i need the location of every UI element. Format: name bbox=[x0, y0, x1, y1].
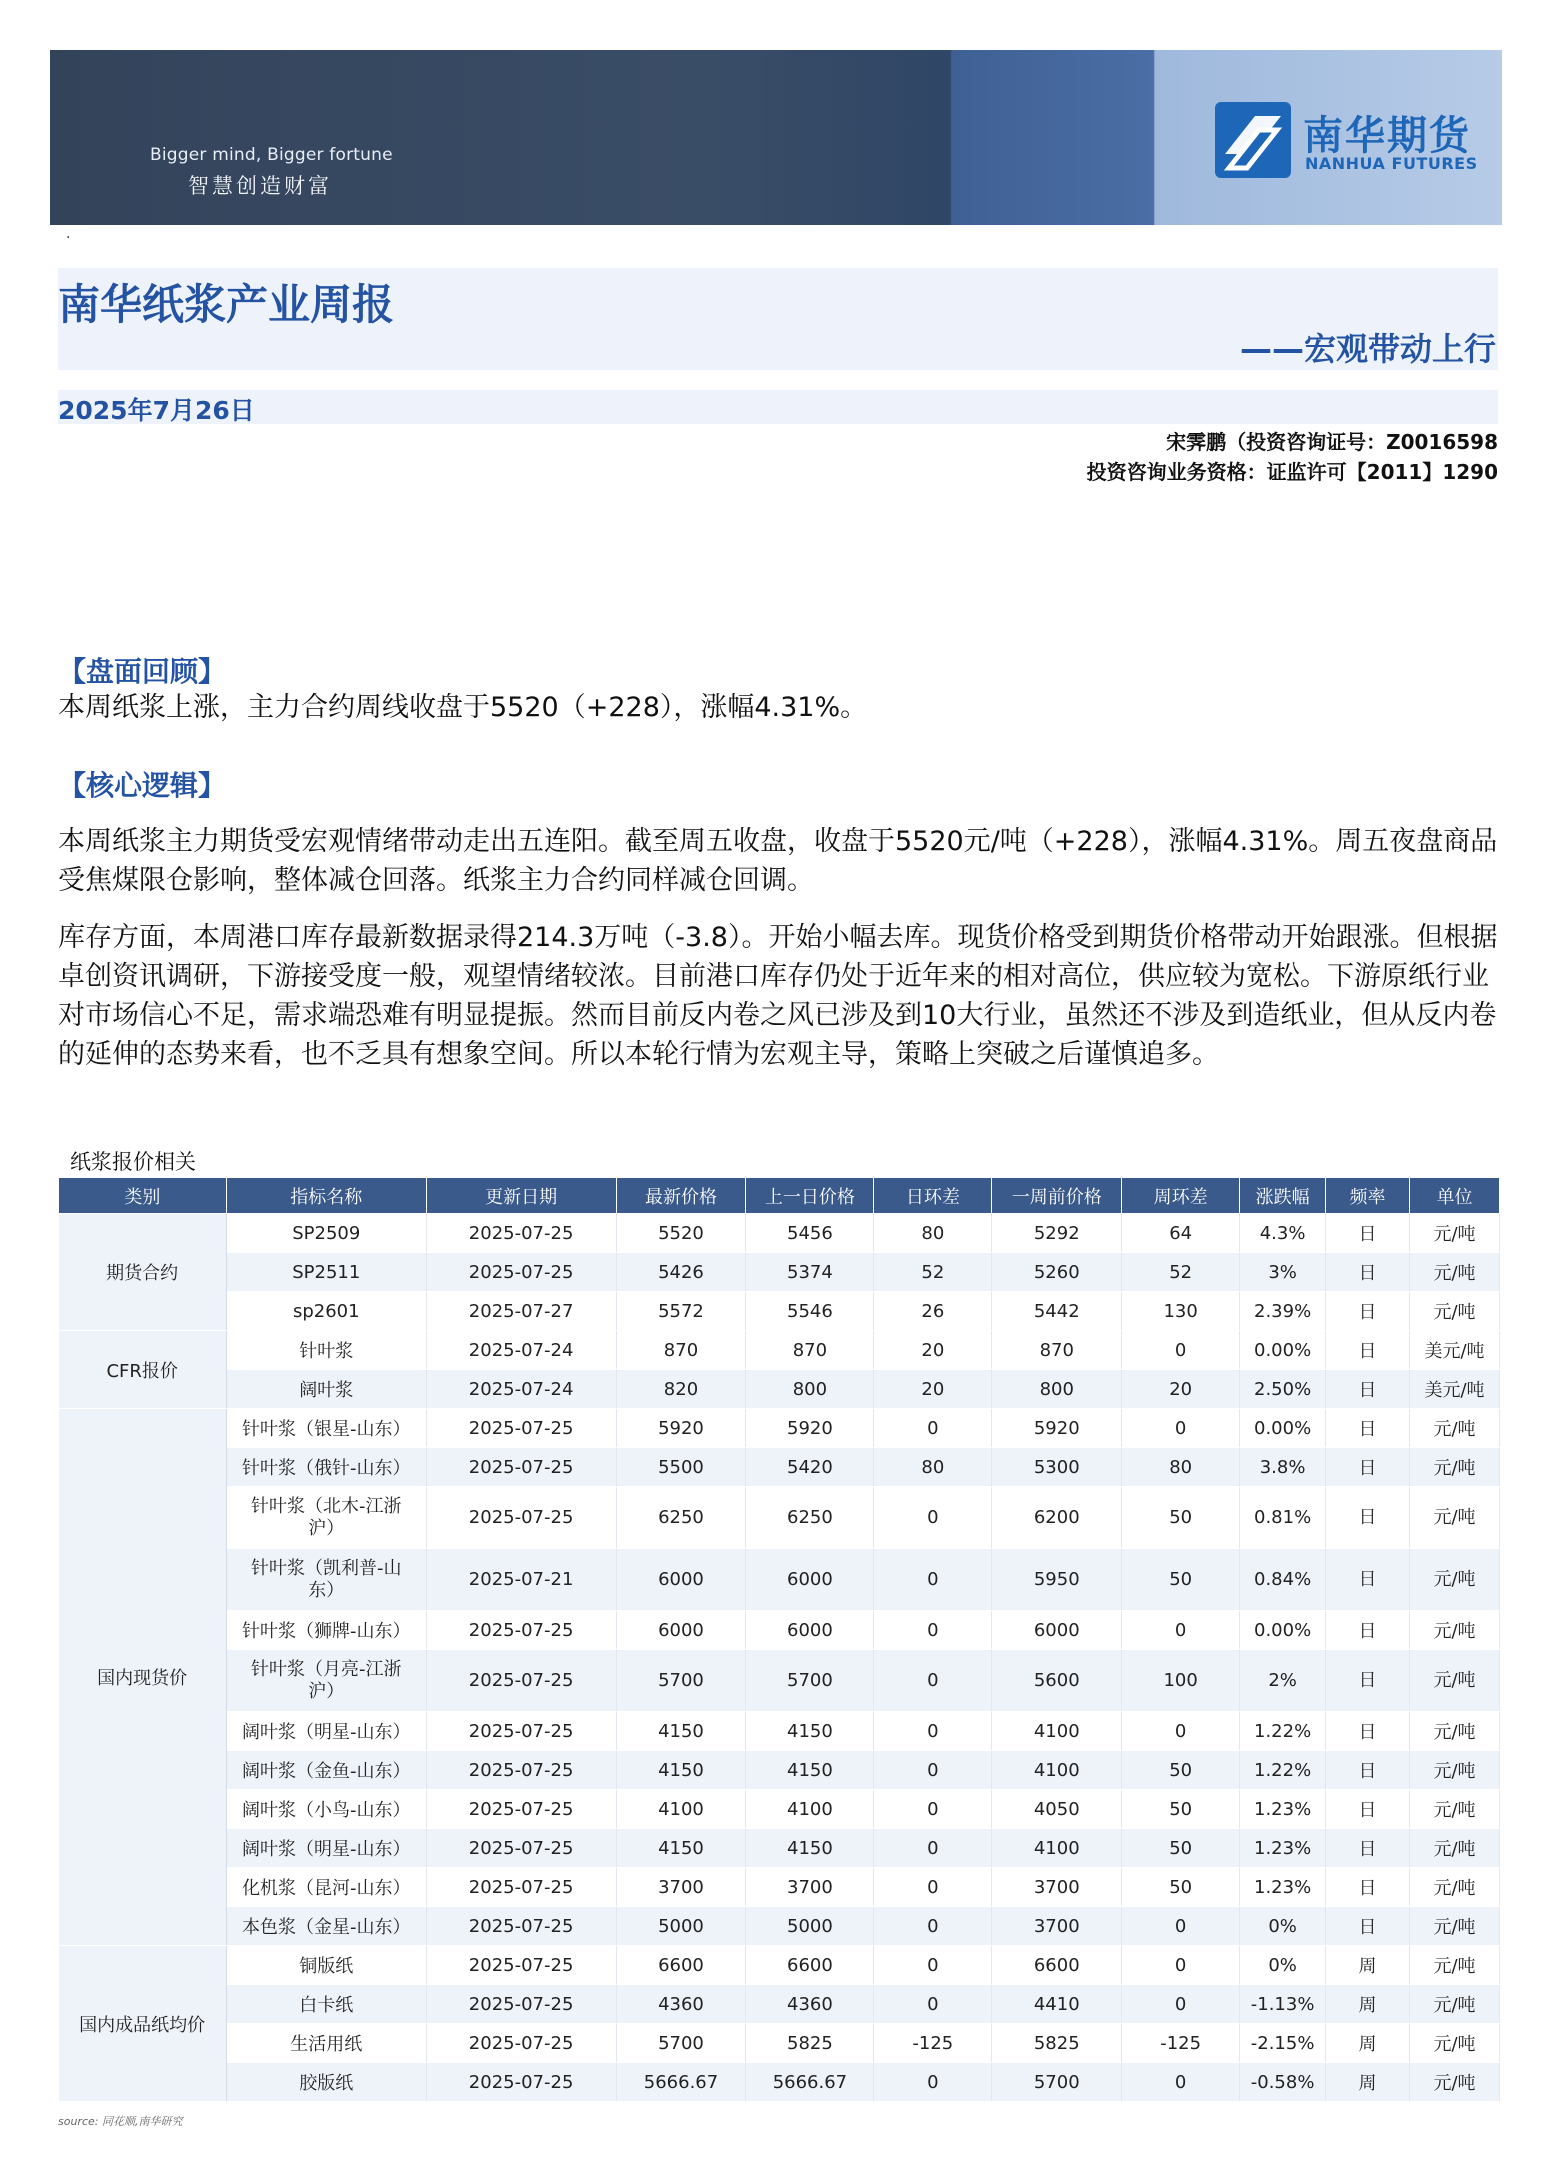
table-cell: SP2511 bbox=[226, 1253, 426, 1292]
table-cell: 日 bbox=[1326, 1214, 1410, 1253]
table-cell: 2025-07-25 bbox=[426, 1790, 616, 1829]
nanhua-logo-icon bbox=[1215, 102, 1291, 178]
table-cell: 元/吨 bbox=[1410, 1751, 1500, 1790]
table-cell: 3700 bbox=[992, 1868, 1122, 1907]
table-cell: -1.13% bbox=[1240, 1985, 1326, 2024]
table-cell: 52 bbox=[1122, 1253, 1240, 1292]
table-cell: 5374 bbox=[746, 1253, 874, 1292]
table-cell: 针叶浆 bbox=[226, 1331, 426, 1370]
table-cell: 2025-07-25 bbox=[426, 1214, 616, 1253]
table-row bbox=[59, 1487, 1500, 1549]
table-cell: 阔叶浆（明星-山东） bbox=[226, 1712, 426, 1751]
table-cell: 0 bbox=[1122, 1712, 1240, 1751]
table-cell: 2.39% bbox=[1240, 1292, 1326, 1331]
table-cell: 2025-07-25 bbox=[426, 1253, 616, 1292]
category-cell: 国内成品纸均价 bbox=[59, 1946, 227, 2102]
table-cell: 100 bbox=[1122, 1650, 1240, 1712]
table-row bbox=[59, 1448, 1500, 1487]
table-cell: 周 bbox=[1326, 2024, 1410, 2063]
table-cell: 5700 bbox=[992, 2063, 1122, 2102]
table-cell: 4150 bbox=[746, 1712, 874, 1751]
table-cell: 元/吨 bbox=[1410, 1549, 1500, 1611]
table-cell: 2025-07-25 bbox=[426, 1409, 616, 1448]
table-cell: 4360 bbox=[616, 1985, 746, 2024]
table-cell: 6600 bbox=[746, 1946, 874, 1985]
table-cell: 50 bbox=[1122, 1549, 1240, 1611]
table-row bbox=[59, 1292, 1500, 1331]
table-cell: 6250 bbox=[746, 1487, 874, 1549]
report-date: 2025年7月26日 bbox=[58, 396, 255, 425]
source-note: source: 同花顺,南华研究 bbox=[58, 2115, 183, 2128]
bullet-dot: · bbox=[66, 230, 71, 246]
table-row bbox=[59, 2063, 1500, 2102]
table-cell: 0.00% bbox=[1240, 1611, 1326, 1650]
table-cell: 日 bbox=[1326, 1907, 1410, 1946]
table-cell: 针叶浆（银星-山东） bbox=[226, 1409, 426, 1448]
table-cell: 日 bbox=[1326, 1292, 1410, 1331]
category-cell: CFR报价 bbox=[59, 1331, 227, 1409]
table-cell: 6000 bbox=[616, 1611, 746, 1650]
table-cell: 2025-07-25 bbox=[426, 1946, 616, 1985]
column-header: 一周前价格 bbox=[992, 1178, 1122, 1214]
table-cell: 1.23% bbox=[1240, 1790, 1326, 1829]
table-cell: 日 bbox=[1326, 1868, 1410, 1907]
table-cell: 元/吨 bbox=[1410, 1448, 1500, 1487]
table-cell: 5260 bbox=[992, 1253, 1122, 1292]
table-cell: 5666.67 bbox=[746, 2063, 874, 2102]
table-cell: 日 bbox=[1326, 1370, 1410, 1409]
table-cell: 2025-07-25 bbox=[426, 1985, 616, 2024]
table-cell: 1.23% bbox=[1240, 1868, 1326, 1907]
table-cell: 针叶浆（月亮-江浙沪） bbox=[226, 1650, 426, 1712]
table-cell: 2.50% bbox=[1240, 1370, 1326, 1409]
report-title: 南华纸浆产业周报 bbox=[58, 280, 395, 329]
table-cell: 4050 bbox=[992, 1790, 1122, 1829]
table-row bbox=[59, 1829, 1500, 1868]
table-cell: 周 bbox=[1326, 1985, 1410, 2024]
table-cell: 3.8% bbox=[1240, 1448, 1326, 1487]
table-cell: 5920 bbox=[746, 1409, 874, 1448]
table-cell: 20 bbox=[874, 1331, 992, 1370]
table-cell: 2% bbox=[1240, 1650, 1326, 1712]
table-cell: 50 bbox=[1122, 1487, 1240, 1549]
table-cell: 2025-07-25 bbox=[426, 2024, 616, 2063]
table-cell: 周 bbox=[1326, 1946, 1410, 1985]
table-cell: 1.22% bbox=[1240, 1751, 1326, 1790]
table-row bbox=[59, 1907, 1500, 1946]
table-cell: 3700 bbox=[746, 1868, 874, 1907]
table-cell: 52 bbox=[874, 1253, 992, 1292]
table-row bbox=[59, 1751, 1500, 1790]
table-cell: 130 bbox=[1122, 1292, 1240, 1331]
table-cell: 0 bbox=[874, 1409, 992, 1448]
table-cell: 5825 bbox=[746, 2024, 874, 2063]
table-cell: 5000 bbox=[746, 1907, 874, 1946]
table-cell: 铜版纸 bbox=[226, 1946, 426, 1985]
table-cell: 5520 bbox=[616, 1214, 746, 1253]
price-table bbox=[58, 1177, 1500, 2102]
table-cell: 针叶浆（狮牌-山东） bbox=[226, 1611, 426, 1650]
table-cell: 阔叶浆 bbox=[226, 1370, 426, 1409]
table-cell: 5666.67 bbox=[616, 2063, 746, 2102]
table-cell: 4100 bbox=[992, 1829, 1122, 1868]
table-cell: 50 bbox=[1122, 1868, 1240, 1907]
table-cell: 元/吨 bbox=[1410, 1253, 1500, 1292]
table-cell: 4150 bbox=[746, 1829, 874, 1868]
table-row bbox=[59, 1370, 1500, 1409]
category-cell: 国内现货价 bbox=[59, 1409, 227, 1946]
table-cell: -125 bbox=[874, 2024, 992, 2063]
table-cell: 日 bbox=[1326, 1487, 1410, 1549]
table-cell: 胶版纸 bbox=[226, 2063, 426, 2102]
table-cell: 5000 bbox=[616, 1907, 746, 1946]
table-cell: 4360 bbox=[746, 1985, 874, 2024]
table-cell: 4.3% bbox=[1240, 1214, 1326, 1253]
category-cell: 期货合约 bbox=[59, 1214, 227, 1331]
section-head-review: 【盘面回顾】 bbox=[58, 655, 227, 688]
table-cell: 2025-07-21 bbox=[426, 1549, 616, 1611]
table-cell: 0 bbox=[874, 1712, 992, 1751]
table-cell: 870 bbox=[616, 1331, 746, 1370]
table-cell: 0 bbox=[874, 1549, 992, 1611]
table-row bbox=[59, 1331, 1500, 1370]
table-cell: SP2509 bbox=[226, 1214, 426, 1253]
table-cell: 6000 bbox=[616, 1549, 746, 1611]
table-cell: 0 bbox=[1122, 1907, 1240, 1946]
table-cell: 800 bbox=[746, 1370, 874, 1409]
table-cell: 6600 bbox=[616, 1946, 746, 1985]
table-cell: 2025-07-24 bbox=[426, 1331, 616, 1370]
table-cell: 0 bbox=[874, 1751, 992, 1790]
table-cell: 0 bbox=[1122, 2063, 1240, 2102]
table-cell: 白卡纸 bbox=[226, 1985, 426, 2024]
table-cell: 0 bbox=[1122, 1409, 1240, 1448]
column-header: 类别 bbox=[59, 1178, 227, 1214]
column-header: 指标名称 bbox=[226, 1178, 426, 1214]
table-cell: 化机浆（昆河-山东） bbox=[226, 1868, 426, 1907]
table-cell: 80 bbox=[1122, 1448, 1240, 1487]
table-cell: 阔叶浆（明星-山东） bbox=[226, 1829, 426, 1868]
table-cell: 0.00% bbox=[1240, 1331, 1326, 1370]
table-cell: -0.58% bbox=[1240, 2063, 1326, 2102]
column-header: 单位 bbox=[1410, 1178, 1500, 1214]
license-line: 投资咨询业务资格：证监许可【2011】1290 bbox=[1086, 460, 1498, 484]
table-cell: 50 bbox=[1122, 1790, 1240, 1829]
table-cell: 元/吨 bbox=[1410, 1650, 1500, 1712]
table-row bbox=[59, 1611, 1500, 1650]
table-cell: 5420 bbox=[746, 1448, 874, 1487]
table-row bbox=[59, 1790, 1500, 1829]
column-header: 频率 bbox=[1326, 1178, 1410, 1214]
table-cell: 5546 bbox=[746, 1292, 874, 1331]
table-cell: 元/吨 bbox=[1410, 1790, 1500, 1829]
table-cell: 2025-07-25 bbox=[426, 1650, 616, 1712]
table-cell: 元/吨 bbox=[1410, 1409, 1500, 1448]
table-cell: 26 bbox=[874, 1292, 992, 1331]
table-cell: 6200 bbox=[992, 1487, 1122, 1549]
table-cell: 0 bbox=[874, 1907, 992, 1946]
column-header: 日环差 bbox=[874, 1178, 992, 1214]
table-cell: 针叶浆（凯利普-山东） bbox=[226, 1549, 426, 1611]
table-cell: 5442 bbox=[992, 1292, 1122, 1331]
table-cell: 6000 bbox=[992, 1611, 1122, 1650]
table-body bbox=[59, 1214, 1500, 2102]
table-cell: 日 bbox=[1326, 1331, 1410, 1370]
table-cell: 日 bbox=[1326, 1448, 1410, 1487]
table-cell: 2025-07-25 bbox=[426, 1829, 616, 1868]
table-cell: 3700 bbox=[616, 1868, 746, 1907]
table-cell: 2025-07-25 bbox=[426, 2063, 616, 2102]
column-header: 最新价格 bbox=[616, 1178, 746, 1214]
author-line: 宋霁鹏（投资咨询证号：Z0016598 bbox=[1166, 430, 1498, 454]
table-cell: 5426 bbox=[616, 1253, 746, 1292]
table-row bbox=[59, 1712, 1500, 1751]
table-cell: 针叶浆（北木-江浙沪） bbox=[226, 1487, 426, 1549]
column-header: 更新日期 bbox=[426, 1178, 616, 1214]
header-banner bbox=[50, 50, 1502, 225]
table-row bbox=[59, 1946, 1500, 1985]
table-cell: 870 bbox=[992, 1331, 1122, 1370]
table-cell: 4100 bbox=[616, 1790, 746, 1829]
table-cell: 4100 bbox=[746, 1790, 874, 1829]
table-cell: 20 bbox=[874, 1370, 992, 1409]
table-cell: 820 bbox=[616, 1370, 746, 1409]
table-cell: 5600 bbox=[992, 1650, 1122, 1712]
table-cell: 5825 bbox=[992, 2024, 1122, 2063]
table-cell: 0 bbox=[1122, 1611, 1240, 1650]
table-cell: 日 bbox=[1326, 1650, 1410, 1712]
table-cell: 0 bbox=[874, 1946, 992, 1985]
table-cell: 870 bbox=[746, 1331, 874, 1370]
table-cell: 2025-07-25 bbox=[426, 1907, 616, 1946]
table-cell: 20 bbox=[1122, 1370, 1240, 1409]
logic-paragraph-2: 库存方面，本周港口库存最新数据录得214.3万吨（-3.8）。开始小幅去库。现货价格受到期货价格带动开始跟涨。但根据卓创资讯调研，下游接受度一般，观望情绪较浓。目前港口库存仍处于近年来的相对高位，供应较为宽松。下游原纸行业对市场信心不足，需求端恐难有明显提振。然而目前反内卷之风已涉及到10大行业，虽然还不涉及到造纸业，但从反内卷的延伸的态势来看，也不乏具有想象空间。所以本轮行情为宏观主导，策略上突破之后谨慎追多。 bbox=[58, 922, 1498, 1070]
table-cell: 2025-07-25 bbox=[426, 1868, 616, 1907]
table-cell: 0.81% bbox=[1240, 1487, 1326, 1549]
table-cell: -2.15% bbox=[1240, 2024, 1326, 2063]
table-cell: 元/吨 bbox=[1410, 2024, 1500, 2063]
table-cell: 2025-07-27 bbox=[426, 1292, 616, 1331]
table-cell: 5700 bbox=[616, 1650, 746, 1712]
table-cell: 4410 bbox=[992, 1985, 1122, 2024]
table-cell: 2025-07-25 bbox=[426, 1448, 616, 1487]
table-cell: 0 bbox=[1122, 1946, 1240, 1985]
table-cell: sp2601 bbox=[226, 1292, 426, 1331]
table-cell: 5950 bbox=[992, 1549, 1122, 1611]
table-cell: 5920 bbox=[992, 1409, 1122, 1448]
brand-name-en: NANHUA FUTURES bbox=[1305, 154, 1478, 173]
table-cell: 元/吨 bbox=[1410, 1829, 1500, 1868]
table-cell: 2025-07-25 bbox=[426, 1712, 616, 1751]
column-header: 涨跌幅 bbox=[1240, 1178, 1326, 1214]
table-row bbox=[59, 1409, 1500, 1448]
table-cell: 50 bbox=[1122, 1829, 1240, 1868]
table-cell: 4150 bbox=[746, 1751, 874, 1790]
table-cell: 6600 bbox=[992, 1946, 1122, 1985]
table-cell: 80 bbox=[874, 1448, 992, 1487]
table-cell: 元/吨 bbox=[1410, 1712, 1500, 1751]
slogan-en: Bigger mind, Bigger fortune bbox=[150, 145, 393, 165]
column-header: 上一日价格 bbox=[746, 1178, 874, 1214]
table-row bbox=[59, 1214, 1500, 1253]
table-cell: 5292 bbox=[992, 1214, 1122, 1253]
table-cell: 日 bbox=[1326, 1409, 1410, 1448]
table-cell: 4150 bbox=[616, 1829, 746, 1868]
table-cell: 5456 bbox=[746, 1214, 874, 1253]
table-cell: 1.22% bbox=[1240, 1712, 1326, 1751]
table-cell: 0 bbox=[874, 1829, 992, 1868]
table-title: 纸浆报价相关 bbox=[70, 1150, 196, 1174]
table-cell: 美元/吨 bbox=[1410, 1331, 1500, 1370]
table-cell: 3700 bbox=[992, 1907, 1122, 1946]
table-cell: 0 bbox=[874, 1611, 992, 1650]
table-cell: 阔叶浆（小鸟-山东） bbox=[226, 1790, 426, 1829]
table-cell: 4100 bbox=[992, 1712, 1122, 1751]
table-cell: 周 bbox=[1326, 2063, 1410, 2102]
table-cell: 5700 bbox=[746, 1650, 874, 1712]
table-cell: 0.84% bbox=[1240, 1549, 1326, 1611]
table-cell: 日 bbox=[1326, 1829, 1410, 1868]
table-cell: 元/吨 bbox=[1410, 1868, 1500, 1907]
table-cell: 元/吨 bbox=[1410, 1487, 1500, 1549]
table-cell: 0 bbox=[874, 1790, 992, 1829]
review-text: 本周纸浆上涨，主力合约周线收盘于5520（+228），涨幅4.31%。 bbox=[58, 692, 868, 723]
table-cell: 5572 bbox=[616, 1292, 746, 1331]
table-cell: 元/吨 bbox=[1410, 1946, 1500, 1985]
table-cell: 日 bbox=[1326, 1611, 1410, 1650]
table-cell: 50 bbox=[1122, 1751, 1240, 1790]
table-row bbox=[59, 1985, 1500, 2024]
table-row bbox=[59, 1549, 1500, 1611]
table-cell: 针叶浆（俄针-山东） bbox=[226, 1448, 426, 1487]
table-cell: 0 bbox=[874, 1487, 992, 1549]
date-band bbox=[58, 390, 1498, 424]
report-subtitle: ——宏观带动上行 bbox=[1239, 330, 1496, 368]
table-cell: 美元/吨 bbox=[1410, 1370, 1500, 1409]
table-cell: 生活用纸 bbox=[226, 2024, 426, 2063]
table-cell: 元/吨 bbox=[1410, 1214, 1500, 1253]
table-cell: 5920 bbox=[616, 1409, 746, 1448]
table-row bbox=[59, 2024, 1500, 2063]
table-cell: 6000 bbox=[746, 1549, 874, 1611]
table-cell: 0 bbox=[1122, 1985, 1240, 2024]
table-cell: 2025-07-25 bbox=[426, 1751, 616, 1790]
section-head-logic: 【核心逻辑】 bbox=[58, 769, 227, 802]
table-cell: 元/吨 bbox=[1410, 1611, 1500, 1650]
brand-name-cn: 南华期货 bbox=[1303, 113, 1471, 159]
table-cell: 0 bbox=[874, 1650, 992, 1712]
table-cell: 0% bbox=[1240, 1946, 1326, 1985]
table-cell: 0 bbox=[1122, 1331, 1240, 1370]
column-header: 周环差 bbox=[1122, 1178, 1240, 1214]
table-cell: 元/吨 bbox=[1410, 1985, 1500, 2024]
table-cell: 日 bbox=[1326, 1712, 1410, 1751]
table-cell: 0.00% bbox=[1240, 1409, 1326, 1448]
table-cell: 2025-07-24 bbox=[426, 1370, 616, 1409]
table-cell: 6250 bbox=[616, 1487, 746, 1549]
author-block bbox=[900, 426, 1498, 486]
table-cell: 日 bbox=[1326, 1751, 1410, 1790]
table-cell: 4150 bbox=[616, 1712, 746, 1751]
table-row bbox=[59, 1253, 1500, 1292]
table-cell: 1.23% bbox=[1240, 1829, 1326, 1868]
table-cell: 800 bbox=[992, 1370, 1122, 1409]
table-cell: 本色浆（金星-山东） bbox=[226, 1907, 426, 1946]
table-cell: 0 bbox=[874, 2063, 992, 2102]
logic-paragraph-1: 本周纸浆主力期货受宏观情绪带动走出五连阳。截至周五收盘，收盘于5520元/吨（+228），涨幅4.31%。周五夜盘商品受焦煤限仓影响，整体减仓回落。纸浆主力合约同样减仓回调。 bbox=[58, 826, 1498, 896]
table-cell: 0% bbox=[1240, 1907, 1326, 1946]
table-cell: 5300 bbox=[992, 1448, 1122, 1487]
table-cell: 4150 bbox=[616, 1751, 746, 1790]
table-header-row bbox=[59, 1178, 1500, 1214]
table-cell: 3% bbox=[1240, 1253, 1326, 1292]
table-cell: 5500 bbox=[616, 1448, 746, 1487]
table-row bbox=[59, 1650, 1500, 1712]
table-cell: 日 bbox=[1326, 1549, 1410, 1611]
table-cell: 80 bbox=[874, 1214, 992, 1253]
table-cell: 日 bbox=[1326, 1253, 1410, 1292]
table-cell: 6000 bbox=[746, 1611, 874, 1650]
table-row bbox=[59, 1868, 1500, 1907]
table-cell: 4100 bbox=[992, 1751, 1122, 1790]
table-cell: 元/吨 bbox=[1410, 1907, 1500, 1946]
table-cell: 0 bbox=[874, 1868, 992, 1907]
table-cell: 日 bbox=[1326, 1790, 1410, 1829]
table-cell: 5700 bbox=[616, 2024, 746, 2063]
table-cell: 64 bbox=[1122, 1214, 1240, 1253]
table-cell: 0 bbox=[874, 1985, 992, 2024]
slogan-cn: 智慧创造财富 bbox=[188, 174, 332, 198]
table-cell: 阔叶浆（金鱼-山东） bbox=[226, 1751, 426, 1790]
table-cell: 元/吨 bbox=[1410, 2063, 1500, 2102]
table-cell: 元/吨 bbox=[1410, 1292, 1500, 1331]
table-cell: -125 bbox=[1122, 2024, 1240, 2063]
table-cell: 2025-07-25 bbox=[426, 1611, 616, 1650]
nanhua-logo bbox=[1215, 102, 1495, 184]
table-cell: 2025-07-25 bbox=[426, 1487, 616, 1549]
